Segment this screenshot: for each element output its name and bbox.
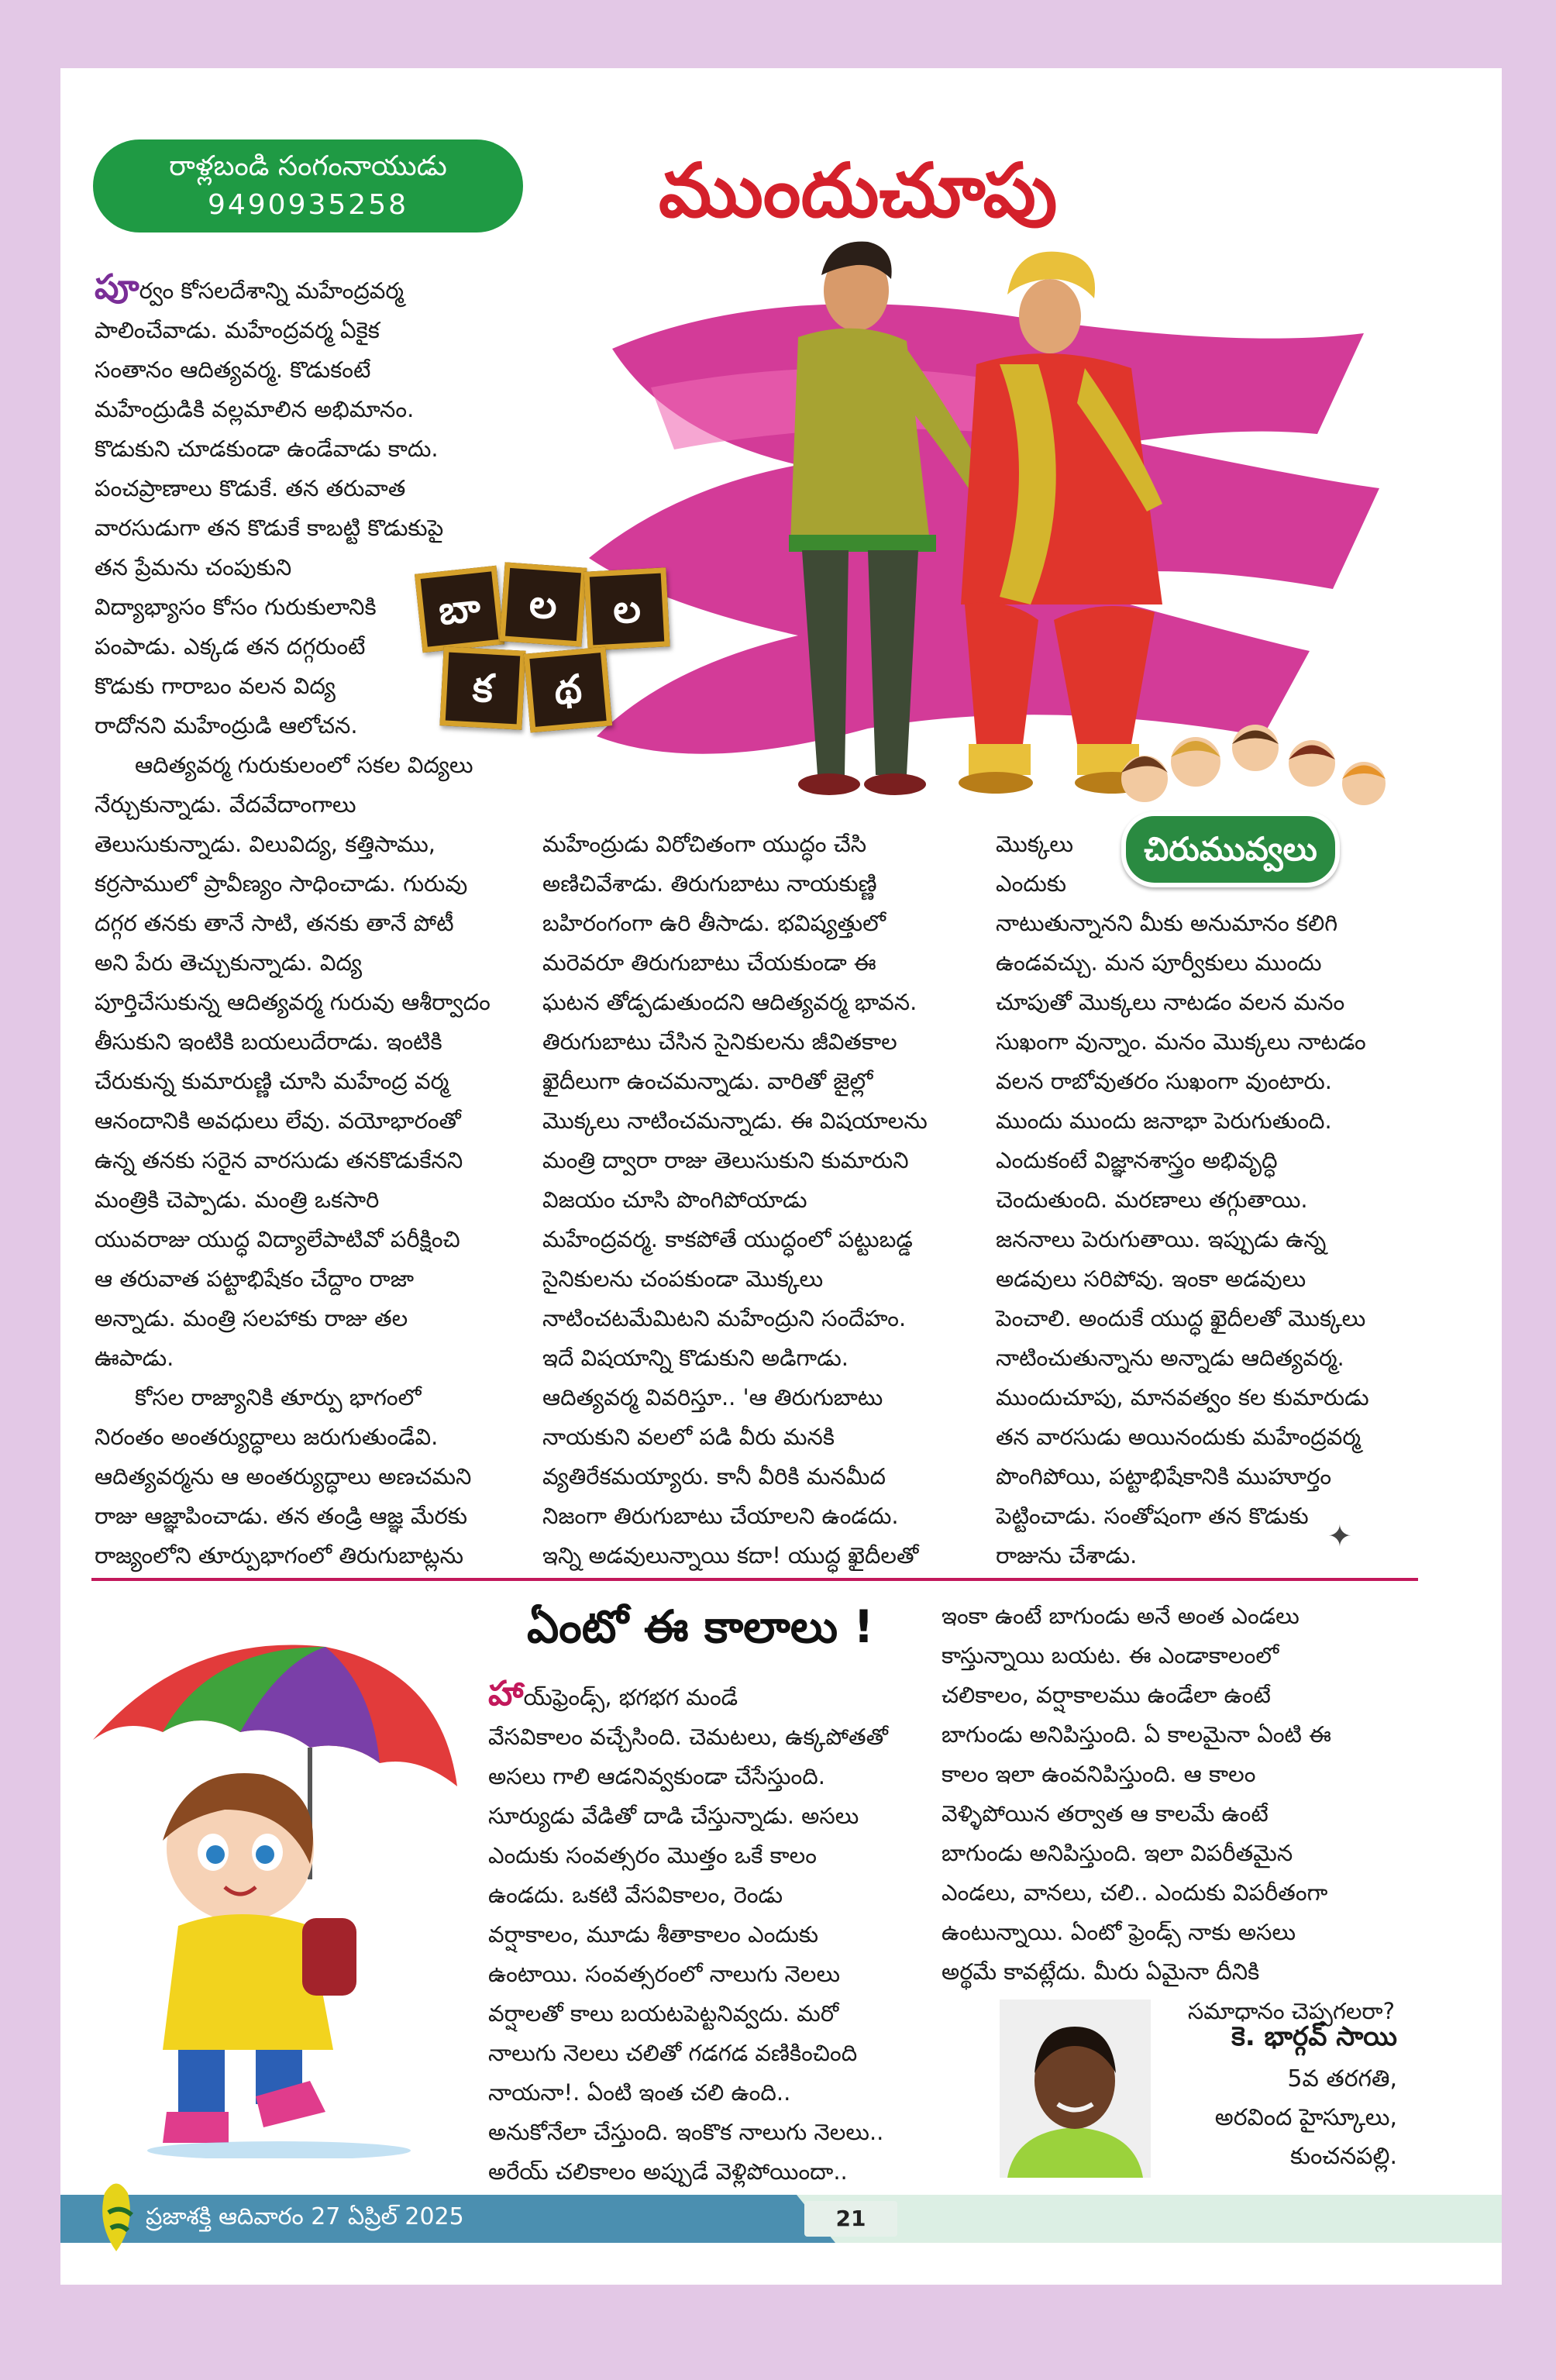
text-line: నిజంగా తిరుగుబాటు చేయాలని ఉండదు.	[542, 1503, 899, 1529]
text-line: మరెవరూ తిరుగుబాటు చేయకుండా ఈ	[542, 949, 876, 976]
text-line: ఉన్న తనకు సరైన వారసుడు తనకొడుకేనని	[95, 1147, 463, 1173]
text-line: కొడుకుని చూడకుండా ఉండేవాడు కాదు.	[95, 436, 439, 462]
text-line: ముందు ముందు జనాభా పెరుగుతుంది.	[996, 1107, 1332, 1134]
kids-faces-illustration	[1104, 717, 1399, 818]
kids-banner: చిరుమువ్వలు	[1121, 811, 1340, 887]
text-line: బాగుండు అనిపిస్తుంది. ఇలా విపరీతమైన	[942, 1840, 1293, 1866]
author-name: రాళ్లబండి సంగంనాయుడు	[169, 150, 447, 182]
text-line: సూర్యుడు వేడితో దాడి చేస్తున్నాడు. అసలు	[488, 1803, 859, 1829]
text-line: సమాధానం చెప్పగలరా?	[1187, 1998, 1395, 2024]
text-line: ఉండదు. ఒకటి వేసవికాలం, రెండు	[488, 1882, 783, 1908]
story2-column-2	[942, 1596, 1406, 2031]
story2-class: 5వ తరగతి,	[1287, 2065, 1397, 2092]
text-line: సంతానం ఆదిత్యవర్మ. కొడుకంటే	[95, 356, 371, 383]
section-divider	[91, 1578, 1418, 1581]
text-line: పెట్టించాడు. సంతోషంగా తన కొడుకు	[996, 1503, 1309, 1529]
text-line: మొక్కలు నాటించమన్నాడు. ఈ విషయాలను	[542, 1107, 928, 1134]
text-line: అర్థమే కావట్లేదు. మీరు ఏమైనా దీనికి	[942, 1958, 1260, 1985]
text-line: విజయం చూసి పొంగిపోయాడు	[542, 1187, 807, 1213]
text-line: పంపాడు. ఎక్కడ తన దగ్గరుంటే	[95, 633, 366, 660]
text-line: చెందుతుంది. మరణాలు తగ్గుతాయి.	[996, 1187, 1308, 1213]
text-line: ఆదిత్యవర్మ వివరిస్తూ.. 'ఆ తిరుగుబాటు	[542, 1384, 883, 1410]
text-line: బహిరంగంగా ఉరి తీసాడు. భవిష్యత్తులో	[542, 910, 886, 936]
text-line: పొంగిపోయి, పట్టాభిషేకానికి ముహూర్తం	[996, 1463, 1332, 1490]
text-line: వారసుడుగా తన కొడుకే కాబట్టి కొడుకుపై	[95, 515, 444, 541]
text-line: తీసుకుని ఇంటికి బయలుదేరాడు. ఇంటికి	[95, 1028, 442, 1055]
text-line: కాలం ఇలా ఉంవనిపిస్తుంది. ఆ కాలం	[942, 1761, 1256, 1787]
story1-column-2	[542, 825, 984, 1576]
girl-with-umbrella-illustration	[77, 1616, 465, 2158]
text-line: రాజ్యంలోని తూర్పుభాగంలో తిరుగుబాట్లను	[95, 1542, 464, 1569]
text-line: వ్యతిరేకమయ్యారు. కానీ వీరికి మనమీద	[542, 1463, 886, 1490]
author-phone: 9490935258	[207, 189, 409, 221]
text-line: నాటించుతున్నాను అన్నాడు ఆదిత్యవర్మ.	[996, 1345, 1344, 1371]
text-line: ఘటన తోడ్పడుతుందని ఆదిత్యవర్మ భావన.	[542, 989, 917, 1015]
story1-column-1	[95, 267, 528, 1576]
text-line: నేర్చుకున్నాడు. వేదవేదాంగాలు	[95, 791, 356, 818]
text-line: ఎందుకంటే విజ్ఞానశాస్త్రం అభివృద్ధి	[996, 1147, 1278, 1173]
author-pill	[93, 139, 523, 232]
text-line: ఇదే విషయాన్ని కొడుకుని అడిగాడు.	[542, 1345, 849, 1371]
text-line: అసలు గాలి ఆడనివ్వకుండా చేసేస్తుంది.	[488, 1763, 825, 1789]
text-line: హాయ్‌ఫ్రెండ్స్‌, భగభగ మండే	[488, 1674, 738, 1714]
text-line: నాటుతున్నానని మీకు అనుమానం కలిగి	[996, 910, 1338, 936]
story2-place: కుంచనపల్లి.	[1290, 2143, 1397, 2170]
text-line: రాజును చేశాడు.	[996, 1542, 1138, 1569]
text-line: ఊపాడు.	[95, 1345, 174, 1371]
text-line: రాదోనని మహేంద్రుడి ఆలోచన.	[95, 712, 358, 739]
text-line: సైనికులను చంపకుండా మొక్కలు	[542, 1266, 824, 1292]
text-line: కర్రసాములో ప్రావీణ్యం సాధించాడు. గురువు	[95, 870, 468, 897]
text-line: మహేంద్రవర్మ. కాకపోతే యుద్ధంలో పట్టుబడ్డ	[542, 1226, 913, 1252]
text-line: తన ప్రేమను చంపుకుని	[95, 554, 292, 580]
text-line: వర్షాలతో కాలు బయటపెట్టనివ్వదు. మరో	[488, 2000, 839, 2027]
text-line: పెంచాలి. అందుకే యుద్ధ ఖైదీలతో మొక్కలు	[996, 1305, 1366, 1331]
text-line: అడవులు సరిపోవు. ఇంకా అడవులు	[996, 1266, 1306, 1292]
end-mark-icon: ✦	[1327, 1519, 1352, 1553]
badge-chip: ల	[500, 562, 587, 646]
badge-chip: థ	[524, 647, 612, 733]
text-line: ఇంకా ఉంటే బాగుండు అనే అంత ఎండలు	[942, 1603, 1300, 1629]
text-line: ఉండవచ్చు. మన పూర్వీకులు ముందు	[996, 949, 1322, 976]
text-line: తన వారసుడు అయినందుకు మహేంద్రవర్మ	[996, 1424, 1362, 1450]
text-line: యువరాజు యుద్ధ విద్యాలేపాటివో పరీక్షించి	[95, 1226, 460, 1252]
text-line: కోసల రాజ్యానికి తూర్పు భాగంలో	[135, 1384, 422, 1410]
story2-author: కె. భార్గవ్ సాయి	[1231, 2021, 1397, 2052]
text-line: చూపుతో మొక్కలు నాటడం వలన మనం	[996, 989, 1345, 1015]
text-line: వలన రాబోవుతరం సుఖంగా వుంటారు.	[996, 1068, 1332, 1094]
badge-chip: క	[439, 646, 525, 729]
text-line: ఆ తరువాత పట్టాభిషేకం చేద్దాం రాజా	[95, 1266, 415, 1292]
text-line: వర్షాకాలం, మూడు శీతాకాలం ఎందుకు	[488, 1921, 819, 1948]
story2-dropcap: హా	[488, 1674, 524, 1714]
text-line: మహేంద్రుడికి వల్లమాలిన అభిమానం.	[95, 396, 415, 422]
text-line: ఉంటాయి. సంవత్సరంలో నాలుగు నెలలు	[488, 1961, 841, 1987]
story2-column-1	[488, 1674, 930, 2192]
text-line: అనుకోనేలా చేస్తుంది. ఇంకొక నాలుగు నెలలు..	[488, 2119, 884, 2145]
text-line: ఆదిత్యవర్మ గురుకులంలో సకల విద్యలు	[135, 752, 473, 778]
text-line: ఖైదీలుగా ఉంచమన్నాడు. వారితో జైల్లో	[542, 1068, 873, 1094]
text-line: మంత్రి ద్వారా రాజు తెలుసుకుని కుమారుని	[542, 1147, 909, 1173]
text-line: మహేంద్రుడు విరోచితంగా యుద్ధం చేసి	[542, 831, 867, 857]
badge-chip: ల	[584, 567, 670, 650]
text-line: చేరుకున్న కుమారుణ్ణి చూసి మహేంద్ర వర్మ	[95, 1068, 449, 1094]
text-line: వెళ్ళిపోయిన తర్వాత ఆ కాలమే ఉంటే	[942, 1800, 1269, 1827]
text-line: పూర్తిచేసుకున్న ఆదిత్యవర్మ గురువు ఆశీర్వాదం	[95, 989, 491, 1015]
story1-dropcap: పూ	[95, 267, 139, 307]
text-line: నిరంతం అంతర్యుద్ధాలు జరుగుతుండేవి.	[95, 1424, 439, 1450]
page-number: 21	[804, 2201, 897, 2237]
text-line: ఆనందానికి అవధులు లేవు. వయోభారంతో	[95, 1107, 461, 1134]
text-line: ఉంటున్నాయి. ఏంటో ఫ్రెండ్స్ నాకు అసలు	[942, 1919, 1296, 1945]
text-line: పూర్వం కోసలదేశాన్ని మహేంద్రవర్మ	[95, 267, 404, 307]
story1-column-3	[996, 825, 1430, 1576]
text-line: మొక్కలు	[996, 831, 1074, 857]
text-line: నాలుగు నెలలు చలితో గడగడ వణికించింది	[488, 2040, 858, 2066]
text-line: సుఖంగా వున్నాం. మనం మొక్కలు నాటడం	[996, 1028, 1366, 1055]
text-line: దగ్గర తనకు తానే సాటి, తనకు తానే పోటీ	[95, 910, 454, 936]
text-line: నాయకుని వలలో పడి వీరు మనకి	[542, 1424, 835, 1450]
text-line: మంత్రికి చెప్పాడు. మంత్రి ఒకసారి	[95, 1187, 380, 1213]
text-line: కొడుకు గారాబం వలన విద్య	[95, 673, 336, 699]
text-line: పాలించేవాడు. మహేంద్రవర్మ ఏకైక	[95, 317, 380, 343]
text-line: జననాలు పెరుగుతాయి. ఇప్పుడు ఉన్న	[996, 1226, 1327, 1252]
text-line: నాటించటమేమిటని మహేంద్రుని సందేహం.	[542, 1305, 907, 1331]
text-line: వేసవికాలం వచ్చేసింది. చెమటలు, ఉక్కపోతతో	[488, 1724, 888, 1750]
text-line: విద్యాభ్యాసం కోసం గురుకులానికి	[95, 594, 377, 620]
text-line: పంచప్రాణాలు కొడుకే. తన తరువాత	[95, 475, 406, 501]
text-line: ముందుచూపు, మానవత్వం కల కుమారుడు	[996, 1384, 1369, 1410]
text-line: చలికాలం, వర్షాకాలము ఉండేలా ఉంటే	[942, 1682, 1271, 1708]
text-line: ఎందుకు	[996, 870, 1067, 897]
text-line: నాయనా!. ఏంటి ఇంత చలి ఉంది..	[488, 2079, 791, 2106]
boy-portrait-image	[1000, 1999, 1151, 2178]
footer-publication: ప్రజాశక్తి ఆదివారం 27 ఏప్రిల్ 2025	[146, 2203, 464, 2230]
text-line: తెలుసుకున్నాడు. విలువిద్య, కత్తిసాము,	[95, 831, 435, 857]
text-line: ఇన్ని అడవులున్నాయి కదా! యుద్ధ ఖైదీలతో	[542, 1542, 919, 1569]
text-line: ఎండలు, వానలు, చలి.. ఎందుకు విపరీతంగా	[942, 1879, 1328, 1906]
text-line: అణిచివేశాడు. తిరుగుబాటు నాయకుణ్ణి	[542, 870, 877, 897]
story-title: ముందుచూపు	[659, 147, 1058, 234]
text-line: ఎందుకు సంవత్సరం మొత్తం ఒకే కాలం	[488, 1842, 817, 1869]
text-line: తిరుగుబాటు చేసిన సైనికులను జీవితకాల	[542, 1028, 897, 1055]
prajasakti-logo-icon	[89, 2170, 143, 2255]
kids-section-logo	[1104, 717, 1399, 907]
badge-chip: బా	[415, 566, 504, 653]
text-line: రాజు ఆజ్ఞాపించాడు. తన తండ్రి ఆజ్ఞ మేరకు	[95, 1503, 467, 1529]
text-line: బాగుండు అనిపిస్తుంది. ఏ కాలమైనా ఏంటి ఈ	[942, 1721, 1331, 1748]
text-line: కాస్తున్నాయి బయట. ఈ ఎండాకాలంలో	[942, 1642, 1279, 1669]
text-line: అని పేరు తెచ్చుకున్నాడు. విద్య	[95, 949, 362, 976]
story2-title: ఏంటో ఈ కాలాలు !	[527, 1600, 874, 1653]
story2-school: అరవింద హైస్కూలు,	[1214, 2104, 1397, 2131]
text-line: ఆదిత్యవర్మను ఆ అంతర్యుద్ధాలు అణచమని	[95, 1463, 472, 1490]
author-photo	[1000, 1999, 1151, 2178]
text-line: అరేయ్ చలికాలం అప్పుడే వెళ్లిపోయిందా..	[488, 2158, 848, 2185]
text-line: అన్నాడు. మంత్రి సలహాకు రాజు తల	[95, 1305, 408, 1331]
